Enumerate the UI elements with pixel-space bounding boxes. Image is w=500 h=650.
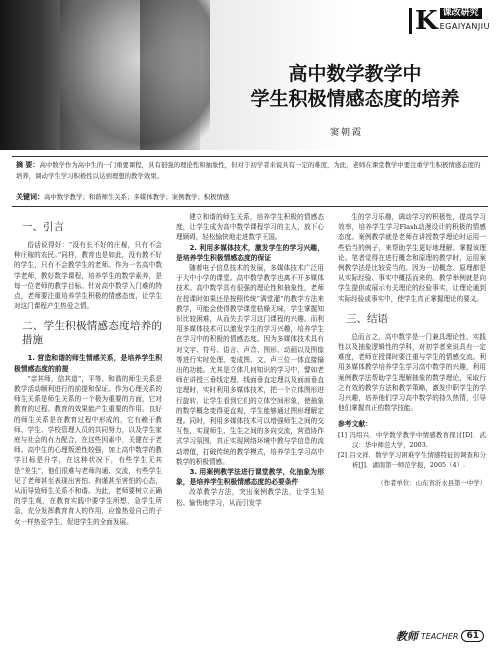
abstract-label: 摘 要： [16,161,40,169]
column-badge [409,8,490,34]
abstract-bottom-rule [12,206,488,207]
photo-shadow [140,0,200,150]
abstract-text: 高中数学作为高中生的一门重要课程，具有很强的理论性和抽象性，但对于初学者来说具有一定的难度，为此，老师在课堂教学中要注重学生积极情感态度的培养，调动学生学习积极性以达到理想的教学效果。 [16,161,481,180]
text-column-1 [14,212,162,527]
keywords-text: 高中数学教学；和谐师生关系；多媒体教学；案例教学；积极情感 [44,193,230,201]
section-heading-conclusion: 三、结语 [346,312,388,325]
keywords [16,192,484,202]
paragraph: 总而言之，高中数学是一门兼具理论性、实践性以及抽象逻辑性的学科，对初学者来说具有一定难度，老师在授课时要注重与学生的情感交流。利用多媒体教学培养学生学习高中数学的兴趣，利用案例教学法帮助学生理解抽象的数学理论，采取行之有效的教学方法和教学策略，激发中职学生的学习兴趣，培养他们学习高中数学的持久热情，引导他们掌握真正的数学技能。 [338,332,486,413]
page-number: 61 [461,630,484,642]
title-line-1: 高中数学教学中 [288,63,422,85]
article-title [210,62,500,112]
paragraph: 建立和谐的师生关系，培养学生积极的情感态度，让学生成为高中数学课程学习的主人，放下心理顾碍，轻松愉快地走进数学王国。 [176,213,324,242]
paragraph: 俗话说得好：“没有长不好的庄稼，只有不会种庄稼的农民。”同样，教育也是如此，没有教不好的学生，只有不会教学生的老师。作为一名高中数学老师，教好数学课程，培养学生的数学素养，是每一位老师的教学目标。针对高中数学入门难的特点，老师要注重培养学生积极的情感态度，让学生对这门课程产生热爱之情。 [14,241,162,311]
abstract-top-rule [12,156,488,157]
paragraph: 生的学习乐趣，调动学习的积极性，提高学习效率，培养学生学习Flash动漫设计的积极的情感态度。案例教学就是老师在讲授数学理论时运用一些恰当的例子，来帮助学生更好地理解、掌握该理论。笔者觉得在进行概念和原理的教学时，运用案例教学法是比较妥当的。因为一切概念、原理都是从实际经验、事实中概括而来的。教学举例就是向学生提供或展示有关理论的经验事实，让理论通到实际经验或事实中，使学生真正掌握理论的要义。 [338,213,486,303]
badge-letter: K [409,8,438,34]
abstract [16,160,484,181]
keywords-label: 关键词： [16,193,44,201]
reference-item: [1] 冯绍兴．中学数学教学中情感教育探讨[D]．武汉：华中师范大学，2003. [338,430,486,449]
paragraph: “亲其师，信其道”，平等、和谐的师生关系是教学活动顺利进行的前提和保证。作为心理关系的师生关系是师生关系的一个极为重要的方面，它对教育的过程、教育的效果能产生重要的作用。良好的师生关系是在教育过程中形成的，它有赖于教师、学生、学校管理人员的共同努力，以及学生家庭与社会的有力配合，在这些因素中，关键在于老师。高中生的心理叛逆性较强，加上高中数学的教学目标是升学，在这种状况下，有些学生无其是“差生”，他们很难与老师沟通、交流，有些学生见了老师甚至表现出害怕、拘谨甚至害怕的心态，从而导致师生关系不和谐。为此，老师要树立正确的学生观，在教育实践中要学生所想，急学生所急，充分发挥教育育人的作用，应像热爱自己的子女一样热爱学生，促进学生的全面发展。 [14,374,162,526]
title-line-2: 学生积极情感态度的培养 [250,88,460,110]
section-heading-intro: 一、引言 [22,221,64,233]
text-column-3 [338,212,486,488]
text-column-2 [176,212,324,508]
subheading-1: 1. 营造和谐的师生情感关系，是培养学生积极情感态度的前提 [14,354,162,373]
paragraph: 随着电子信息技术的发展，多媒体技术广泛用于大中小学的课堂。高中数学教学也离不开多媒体技术。高中数学具有很强的理论性和抽象性，老师在授课时如果还是按照传统“满堂灌”的教学方法来教学，可能会使得教学课堂枯燥无味，学生掌握知识比较困难，从而失去学习这门课程的兴趣。而利用多媒体技术可以激发学生的学习兴趣，培养学生在学习中的积极的情感态度。因为多媒体技术具有对文字、符号、语言、声音、图形、动画以及图像等进行实时处理、变成图、文、声三位一体直接输出的功能。尤其是立体几何知识的学习中，譬如老师在讲授三垂线定理、线面垂直定理以及面面垂直定理时，实时利用多媒体技术，把一个立体图形进行旋转，让学生看到它们的立体空间形象，使抽象的数学概念变得更直观，学生能够通过图形理解定理。同时，利用多媒体技术可以增强师生之间的交互性，实现师生、生生之间的多向交流，营造协作式学习氛围，真正实现网络环境中教与学信息的流动增值，打破传统的教学模式，培养学生学习高中数学的积极情感。 [176,264,324,466]
paragraph: 改革教学方法，突出案例教学法，让学生轻松、愉快地学习，从而引发学 [176,488,324,507]
reference-item: [2] 吕文祥．数学学习困难学生情感特征的调查和分析[J]．湖南第一师范学报，2005（4）. [338,450,486,469]
badge-cn: 课改研究 [440,8,482,19]
photo-dark-pillar [0,0,60,150]
section-heading-measures: 二、学生积极情感态度培养的措施 [22,320,162,347]
author: 窦朝霞 [330,128,364,138]
footer-logo [396,628,484,644]
references-title: 参考文献： [338,420,372,429]
subheading-3: 3. 用案例教学法进行课堂教学，化抽象为形象，是培养学生积极情感态度的必要条件 [176,468,324,487]
author-unit: （作者单位：山东省沂水县第一中学） [377,478,486,487]
footer-brand: 教师 [395,630,418,643]
footer-magazine: TEACHER [420,631,459,641]
badge-en: EGAIYANJIU [439,22,490,31]
subheading-2: 2. 利用多媒体技术，激发学生的学习兴趣，是培养学生积极情感态度的保证 [176,243,324,262]
